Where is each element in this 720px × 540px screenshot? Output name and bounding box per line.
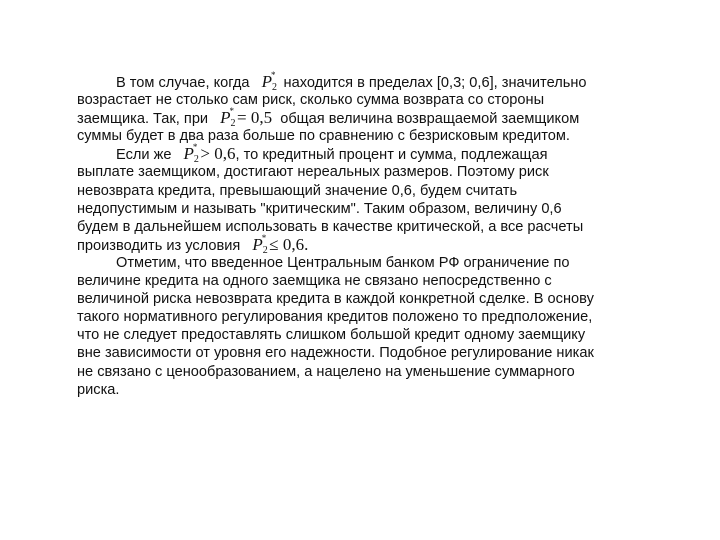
text-segment: производить из условия xyxy=(77,237,241,254)
formula-superscript: * xyxy=(261,232,267,243)
paragraph-3-line-6: вне зависимости от уровня его надежности. Подобное регулирование никак xyxy=(77,345,594,362)
paragraph-2-line-6 xyxy=(77,232,655,256)
formula-subscript: 2 xyxy=(193,154,199,166)
paragraph-2-line-3: невозврата кредита, превышающий значение 0,6, будем считать xyxy=(77,182,518,199)
paragraph-2-line-5: будем в дальнейшем использовать в качестве критической, а все расчеты xyxy=(77,218,584,235)
formula-variable: P xyxy=(261,72,272,91)
paragraph-3-line-3: величиной риска невозврата кредита в каждой конкретной сделке. В основу xyxy=(77,291,594,308)
text-segment: В том случае, когда xyxy=(116,75,250,91)
formula-p2-star-greater xyxy=(183,142,236,166)
paragraph-2-line-1 xyxy=(77,142,655,166)
text-segment: общая величина возвращаемой заемщиком xyxy=(280,111,580,128)
paragraph-3-line-2: величине кредита на одного заемщика не связано непосредственно с xyxy=(77,273,552,290)
paragraph-3-line-4: такого нормативного регулирования кредитов положено то предположение, xyxy=(77,309,593,326)
paragraph-2-line-2: выплате заемщиком, достигают нереальных размеров. Поэтому риск xyxy=(77,164,549,181)
formula-relation: > 0,6 xyxy=(200,144,236,164)
paragraph-3-line-8: риска. xyxy=(77,381,120,398)
formula-variable: P xyxy=(220,108,231,128)
text-segment: Если же xyxy=(116,147,172,164)
paragraph-1-line-2: возрастает не столько сам риск, сколько сумма возврата со стороны xyxy=(77,92,545,109)
formula-subscript: 2 xyxy=(230,118,236,130)
text-segment: заемщика. Так, при xyxy=(77,111,209,128)
paragraph-1-line-1 xyxy=(77,70,655,93)
text-segment: , то кредитный процент и сумма, подлежащая xyxy=(235,147,548,164)
paragraph-1-line-4: суммы будет в два раза больше по сравнению с безрисковым кредитом. xyxy=(77,128,570,145)
document-text xyxy=(77,70,655,399)
formula-variable: P xyxy=(252,234,263,254)
formula-variable: P xyxy=(183,144,194,164)
formula-p2-star xyxy=(261,70,277,93)
formula-subscript: 2 xyxy=(271,82,277,93)
formula-superscript: * xyxy=(270,70,276,80)
formula-relation: ≤ 0,6. xyxy=(269,234,309,254)
text-segment: находится в пределах [0,3; 0,6], значительно xyxy=(283,75,587,91)
formula-subscript: 2 xyxy=(262,244,268,256)
formula-superscript: * xyxy=(229,106,235,117)
formula-superscript: * xyxy=(192,142,198,153)
formula-p2-star-leq xyxy=(252,232,309,256)
paragraph-3-line-5: что не следует предоставлять слишком большой кредит одному заемщику xyxy=(77,327,586,344)
formula-p2-star-equals xyxy=(220,106,273,130)
paragraph-3-line-1: Отметим, что введенное Центральным банком РФ ограничение по xyxy=(116,254,570,271)
paragraph-3-line-7: не связано с ценообразованием, а нацелено на уменьшение суммарного xyxy=(77,363,575,380)
formula-relation: = 0,5 xyxy=(237,108,273,128)
paragraph-1-line-3 xyxy=(77,106,655,130)
paragraph-2-line-4: недопустимым и называть "критическим". Таким образом, величину 0,6 xyxy=(77,200,562,217)
